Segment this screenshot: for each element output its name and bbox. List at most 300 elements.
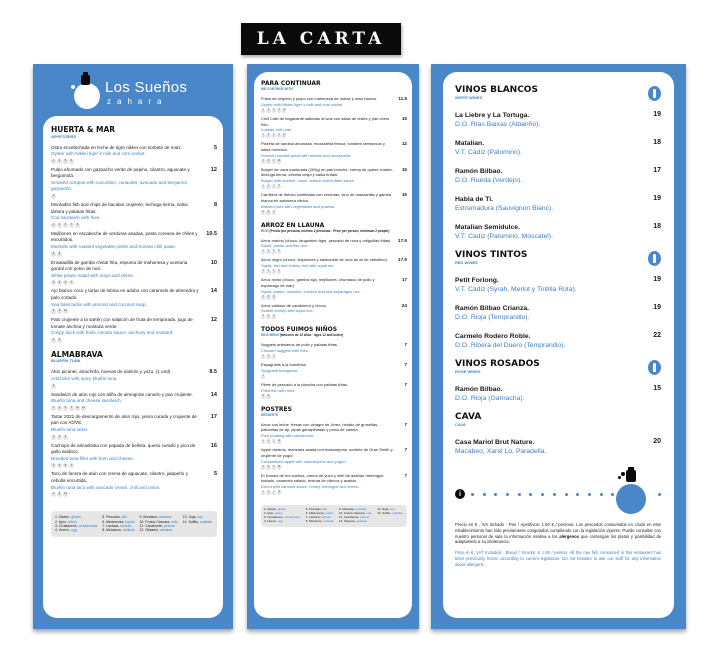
allergen-badge: 5 — [267, 295, 270, 298]
allergen-badge: 7 — [70, 280, 73, 284]
wine-origin: D.O. Rueda (Verdejo). — [455, 177, 523, 184]
allergen-badge: 3 — [58, 280, 61, 284]
section-title: VINOS BLANCOS — [455, 85, 538, 95]
dish-price: 12 — [401, 141, 407, 147]
menu-item — [261, 382, 407, 401]
wine-price: 17 — [653, 167, 661, 174]
allergen-badge: 1 — [262, 250, 264, 253]
allergen-badge: 13 — [283, 134, 286, 137]
allergen-badges — [51, 463, 199, 468]
dish-price: 11.5 — [398, 96, 407, 102]
allergen-legend-item: 8. Moluscos, mollusk — [102, 528, 135, 533]
allergen-legend-item: 7. Lactosa, lactose — [305, 514, 331, 519]
wine-origin: Extremadura (Sauvignon Blanc). — [455, 205, 554, 212]
allergen-badge: 3 — [58, 158, 61, 162]
allergen-badge: 5 — [64, 463, 67, 467]
wine-price: 19 — [653, 111, 661, 118]
section-subtitle: DESSERTS — [261, 412, 279, 417]
allergen-legend-item: 7. Lactosa, lactose — [102, 524, 132, 528]
allergen-badge: 9 — [76, 223, 79, 227]
dish-name-es: Burger de vaca madurada (200g) en pan brioche, crema de queso curado, lechuga tierna, cebolla crispi y salsa búfalo. — [261, 166, 393, 178]
menu-section — [51, 351, 217, 499]
wine-name: Petit Forlong. — [455, 277, 499, 284]
dish-name-es: Sandwich de atún rojo con aliño de almogrote canario y pan crujiente. — [51, 391, 193, 397]
allergen-badges — [51, 223, 199, 228]
menu-panel-wines — [431, 64, 686, 629]
menu-panel-starters — [33, 64, 233, 629]
dish-name-en: Bluefin tuna taco with avocado cream, chili and onion. — [51, 484, 161, 490]
dish-name-en: Donut with caramel sauce, honey, meringue and lemon. — [261, 483, 360, 489]
wine-section — [455, 251, 661, 350]
dish-name-es: Carrillera de ibérico confitadas con verduras, vino de manzanilla y gamba blanca en salmuera cítrica. — [261, 192, 392, 203]
menu-item — [261, 473, 407, 497]
dish-price: 17.5 — [398, 257, 407, 263]
allergen-badges — [51, 159, 199, 164]
allergen-badge: 8 — [278, 108, 280, 111]
wine-origin: Macabeo, Xarel Lo, Paradella. — [455, 448, 547, 455]
allergen-badge: 1 — [52, 492, 55, 496]
wine-name: Ramón Bilbao Crianza. — [455, 305, 530, 312]
allergen-badge: 9 — [267, 394, 270, 397]
wine-price: 20 — [653, 438, 661, 445]
wine-item — [455, 195, 661, 213]
wine-price: 22 — [653, 332, 661, 339]
dish-name-en: Squid, fish and shrimp rice with squid ink. — [261, 263, 335, 269]
allergen-badges — [51, 280, 199, 285]
allergen-badge: 9 — [58, 338, 61, 342]
allergen-legend-item: 6. Altramuces, lupins — [102, 519, 135, 524]
dish-price: 12 — [210, 317, 217, 324]
dish-name-es: Arroz con leche, fresas con vinagre de Jerez, helado de grosellas, palomitas de ají, pipas garrapiñadas y polvo de canela — [261, 421, 379, 433]
menu-item — [51, 471, 217, 499]
dish-name-es: Fritos de chipirón y pulpo con mahonesa de ostras y miso blanco. — [261, 96, 378, 102]
allergen-badges — [51, 338, 199, 343]
allergen-badge: 1 — [52, 406, 55, 410]
allergen-badge: 7 — [273, 159, 275, 162]
dish-name-es: Apple dreams, manzana asada con mascarpone, sorbete de Gran Smith y crujiente de yogur. — [261, 447, 393, 458]
dish-name-en: Squid, prawn, mussels, chicken and sea asparagus rice. — [261, 288, 361, 294]
allergen-legend-item: 10. Frutos Cáscara, nuts — [139, 519, 178, 524]
menu-item — [51, 145, 217, 166]
allergen-legend-item: 5. Pescado, fish — [305, 506, 328, 511]
menu-card — [443, 72, 674, 618]
allergen-badges — [261, 355, 393, 359]
wine-price: 19 — [653, 195, 661, 202]
dish-price: 8 — [213, 202, 217, 209]
dish-name-en: Lobster chili crab. — [261, 127, 293, 133]
dish-price: 16 — [401, 192, 407, 198]
wine-section — [455, 413, 661, 456]
dish-name-en: Caramelized apple with mascarpone and yogurt. — [261, 458, 347, 464]
section-subtitle: BLUEFIN TUNA — [51, 358, 81, 364]
allergen-badges — [51, 435, 199, 440]
dish-name-es: Arroz negro (choco, chipirones y salmonete de roca alí oli de cebollino). — [261, 257, 388, 263]
allergen-badges — [51, 194, 199, 199]
allergen-legend-item: 4. Huevo, egg — [264, 518, 283, 523]
section-subtitle: WE CONTINUE WITH — [261, 87, 293, 91]
allergen-badge: 5 — [64, 158, 67, 162]
dish-name-en: Mussels with roasted vegetable pickle and Korean chili paste. — [51, 244, 177, 250]
menu-item — [261, 257, 407, 276]
menu-item — [51, 167, 217, 201]
allergen-badge: 5 — [267, 315, 270, 318]
dish-name-es: Arroz caldoso de carabinero y choco. — [261, 302, 328, 308]
dish-price: 17 — [401, 277, 407, 283]
allergen-badge: 8 — [58, 309, 61, 313]
menu-item — [51, 392, 217, 413]
menu-item — [261, 277, 407, 301]
section-subtitle: WHITE WINES — [455, 95, 483, 100]
allergen-badge: 4 — [267, 355, 270, 358]
wine-origin: D.O. Rías Baixas (Albariño). — [455, 121, 541, 128]
info-icon: i — [455, 489, 465, 499]
wine-price: 19 — [653, 304, 661, 311]
dish-price: 5 — [213, 471, 217, 478]
dish-name-en: Scarlet shrimp and squid rice. — [261, 308, 314, 314]
allergen-badge: 5 — [58, 492, 61, 496]
dish-price: 10.5 — [206, 230, 217, 237]
allergen-badges — [51, 406, 199, 411]
logo-subtitle: zahara — [107, 97, 168, 106]
section-title: TODOS FUIMOS NIÑOS — [261, 326, 338, 334]
wine-list — [455, 86, 661, 466]
dish-price: 7 — [404, 362, 407, 368]
allergen-legend-item: 13. Soja, soy — [182, 515, 203, 520]
allergen-badges — [261, 134, 393, 138]
wine-origin: D.O. Ribera del Duero (Tempranillo). — [455, 342, 566, 349]
allergen-badges — [261, 270, 393, 274]
allergen-badge: 4 — [273, 134, 275, 137]
wine-name: Matalian Semidulce. — [455, 224, 520, 231]
dish-name-en: Breaded tuna fillet with ham and cheese. — [51, 455, 134, 461]
allergen-legend-item: 11. Cacahuete, peanut — [338, 514, 370, 519]
menu-item — [261, 141, 407, 165]
menu-section — [261, 407, 407, 497]
dish-name-es: Mejillones en escabeche de verduras asadas, pasta coreana de chiles y encurtidos. — [51, 230, 198, 243]
dish-price: 12 — [210, 166, 217, 173]
wine-name: Ramón Bilbao. — [455, 168, 503, 175]
logo-ball-icon — [74, 83, 100, 109]
wine-price: 19 — [653, 276, 661, 283]
allergen-badge: 3 — [267, 210, 270, 213]
wine-item — [455, 223, 661, 241]
allergen-badge: 3 — [262, 315, 264, 318]
allergen-badge: 1 — [262, 440, 264, 443]
section-subtitle: KIDS MENU (Menores de 12 años · ages 12 and under) — [261, 333, 344, 338]
allergen-badge: 7 — [273, 355, 275, 358]
allergen-badges — [51, 492, 199, 497]
dish-name-en: Bluefin tuna and cheese sandwich. — [51, 398, 122, 404]
wine-name: La Liebre y La Tortuga. — [455, 112, 530, 119]
allergen-legend-item: 9. Mostaza, mustard — [338, 506, 367, 511]
allergen-badge: 1 — [262, 355, 264, 358]
dish-name-es: Nuggets artesanos de pollo y patatas fritas. — [261, 342, 338, 348]
dish-name-es: Ensaladilla de gamba cristal frita, espuma de mahonesa y aceituna gordal con polvo de nori. — [51, 259, 188, 272]
mascot-dot-icon — [618, 476, 621, 479]
allergen-badge: 7 — [273, 440, 275, 443]
allergen-legend-item: 4. Huevo, egg — [55, 528, 77, 533]
allergen-badge: 1 — [52, 223, 55, 227]
allergen-badge: 10 — [283, 108, 286, 111]
menu-item — [51, 231, 217, 259]
allergen-badges — [261, 109, 393, 113]
menu-section — [261, 327, 407, 400]
allergen-badges — [51, 384, 199, 389]
section-title: VINOS TINTOS — [455, 250, 528, 260]
allergen-badges — [51, 252, 199, 257]
dish-price: 7 — [404, 421, 407, 427]
dish-price: 8.5 — [209, 369, 217, 376]
dish-price: 14 — [210, 391, 217, 398]
allergen-badge: 14 — [82, 406, 85, 410]
dish-price: 16 — [210, 442, 217, 449]
allergen-badge: 9 — [52, 194, 55, 198]
allergen-badge: 4 — [58, 463, 61, 467]
allergen-badges — [261, 394, 393, 398]
allergen-badges — [261, 465, 393, 469]
menu-item — [51, 414, 217, 442]
section-subtitle: CAVA — [455, 422, 466, 427]
allergen-badge: 4 — [267, 185, 270, 188]
allergen-legend-item: 8. Moluscos, mollusk — [305, 518, 334, 523]
dish-price: 10 — [210, 259, 217, 266]
allergen-legend-item: 2. Apio, celery — [55, 519, 78, 524]
allergen-legend-item: 12. Sésamo, sesame — [139, 528, 173, 533]
wine-item — [455, 167, 661, 185]
menu-item — [261, 303, 407, 322]
allergen-badge: 4 — [58, 223, 61, 227]
allergen-badge: 5 — [64, 434, 67, 438]
section-title: ALMABRAVA — [51, 349, 103, 359]
section-subtitle: APPETIZERS — [51, 133, 77, 139]
wine-name: Carmelo Rodero Roble. — [455, 333, 531, 340]
dish-name-en: Smoked sardine pizza with tomato and mozzarella. — [261, 152, 352, 158]
wine-origin: D.O. Rioja (Garnacha). — [455, 395, 525, 402]
allergen-badge: 6 — [70, 158, 73, 162]
menu-card — [43, 116, 223, 618]
allergen-badge: 5 — [273, 270, 275, 273]
allergen-badge: 7 — [70, 223, 73, 227]
dish-price: 5 — [213, 144, 217, 151]
menu-footer — [455, 480, 661, 568]
section-subtitle: ROSE WINES — [455, 369, 481, 374]
allergen-badges — [261, 185, 393, 189]
wine-item — [455, 438, 661, 456]
menu-item — [261, 447, 407, 471]
wine-section — [455, 86, 661, 241]
dish-price: 7 — [404, 381, 407, 387]
dish-name-en: Burger with cheese, onion, lettuce and buffalo sauce. — [261, 178, 355, 184]
allergen-badge: 8 — [273, 315, 275, 318]
allergen-badge: 8 — [52, 251, 55, 255]
dish-name-es: Ostra encebichada en leche de tigre nikkei con sorbete de maíz. — [51, 144, 182, 150]
decorative-dots-row — [455, 480, 661, 508]
allergen-legend-item: 3. Crustáceos, crustaceans — [55, 524, 98, 528]
allergen-badge: 7 — [70, 406, 73, 410]
allergen-legend-item: 10. Frutos Cáscara, nuts — [338, 510, 372, 515]
allergen-legend-item: 13. Soja, soy — [377, 506, 395, 511]
dish-name-en: Oyster with Nikkei tiger´s milk and corn sorbet. — [261, 101, 344, 107]
allergen-legend-item: 5. Pescado, fish — [102, 515, 128, 520]
menu-item — [261, 116, 407, 140]
allergen-badge: 12 — [76, 406, 79, 410]
dish-name-en: Cod sandwich with fries. — [51, 215, 101, 221]
menu-content — [261, 81, 407, 527]
wine-price: 18 — [653, 223, 661, 230]
allergen-badge: 4 — [64, 280, 67, 284]
allergen-badge: 3 — [267, 250, 270, 253]
allergen-legend-item: 1. Gluten, gluten — [55, 515, 81, 520]
mascot-hat-icon — [626, 470, 636, 482]
allergen-badge: 10 — [277, 440, 281, 443]
dish-name-es: Filete de pescado a la plancha con patatas fritas. — [261, 381, 348, 387]
allergen-legend-item: 3. Crustáceos, crustaceans — [264, 514, 301, 519]
dish-name-en: Chicken nuggets with fries. — [261, 348, 309, 354]
allergen-legend-item: 2. Apio, celery — [264, 510, 283, 515]
allergen-badge: 5 — [52, 309, 55, 313]
logo-dot-icon — [71, 85, 75, 89]
allergen-legend-item: 11. Cacahuete, peanut — [139, 524, 175, 528]
wine-origin: V.T. Cádiz (Syrah, Merlot y Tintilla Rota). — [455, 286, 577, 293]
dish-name-en: Artichoke with spicy bluefin tuna. — [51, 376, 118, 382]
dish-name-es: Arroz marino (choco, langostino tigre, pescado de roca y ortiguillas fritas). — [261, 237, 392, 243]
footer-note-es: Precio en € , IVA Incluido · Pan / Aperitivos: 1.50 € / persona. Los pescados consumidos en crudo en este establecimiento han sido previamente congelados cumpliendo con la legislación vigente. Puede consultar con nuestro personal de sala la información relativa a los alérgenos que contengan los platos y posibilidad de adaptarselo a su intolerancia. — [455, 522, 661, 545]
allergen-badge: 4 — [267, 270, 270, 273]
allergen-legend-item: 9. Mostaza, mustard — [139, 515, 172, 520]
allergen-badge: 8 — [278, 134, 280, 137]
allergen-badge: 1 — [262, 210, 264, 213]
allergen-badge: 8 — [278, 270, 280, 273]
dish-name-en: Bluefin tuna tartar. — [51, 427, 89, 433]
bottle-icon — [648, 86, 661, 101]
menu-item — [51, 317, 217, 345]
allergen-badges — [261, 375, 393, 379]
dish-name-en: White prawn salad with mayo and olives. — [51, 272, 134, 278]
wine-item — [455, 332, 661, 350]
menu-section — [51, 126, 217, 345]
section-subtitle: RED WINES — [455, 260, 478, 265]
allergen-legend — [51, 511, 217, 537]
allergen-badge: 1 — [262, 134, 264, 137]
dish-name-en: Rice pudding with strawberrie. — [261, 433, 315, 439]
allergen-badge: 1 — [262, 108, 264, 111]
dish-price: 15 — [401, 115, 407, 121]
allergen-badge: 1 — [52, 280, 55, 284]
allergen-badge: 1 — [262, 159, 264, 162]
dish-name-en: Spaghetti bolognese. — [261, 367, 299, 373]
allergen-badges — [261, 250, 393, 254]
menu-item — [51, 288, 217, 316]
dish-price: 17.5 — [398, 237, 407, 243]
dish-name-es: Arroz mixto (choco, gamba roja, mejillones, churrasco de pollo y espárrago de mar). — [261, 277, 375, 288]
allergen-badge: 4 — [52, 338, 55, 342]
menu-item — [51, 369, 217, 390]
allergen-badge: 1 — [262, 465, 264, 468]
allergen-badge: 5 — [64, 223, 67, 227]
wine-price: 18 — [653, 139, 661, 146]
dish-price: 14 — [210, 288, 217, 295]
allergen-badges — [261, 210, 393, 214]
dish-name-es: Tartar 2021 de descargamento de atún rojo, yema curada y crujiente de pan con AOVE. — [51, 413, 197, 426]
mascot-ball-icon — [616, 484, 646, 514]
menu-item — [261, 192, 407, 216]
allergen-legend-item: 1. Gluten, gluten — [264, 506, 287, 511]
dish-price: 7 — [404, 472, 407, 478]
dish-name-es: Pulpo ahumado con gazpacho verde de pepino, cilantro, aguacate y bergamota. — [51, 166, 190, 179]
allergen-badge: 3 — [262, 295, 264, 298]
allergen-badge: 3 — [262, 270, 264, 273]
allergen-badges — [261, 491, 393, 495]
allergen-badge: 3 — [267, 134, 270, 137]
menu-item — [261, 238, 407, 257]
section-title: ARROZ EN LLAUNA — [261, 221, 325, 229]
allergen-badges — [261, 295, 393, 299]
wine-origin: V.T. Cádiz (Palomino). — [455, 149, 522, 156]
allergen-badge: 7 — [273, 210, 275, 213]
dish-name-es: Pato crujiente a la sartén con salpicón de fruta de temporada, jugo de tomate anchoa y mostaza verde. — [51, 317, 193, 329]
wine-item — [455, 139, 661, 157]
allergen-legend-item: 12. Sésamo, sesame — [338, 518, 368, 523]
menu-item — [261, 422, 407, 446]
section-subtitle: RICE (Precio por persona, mínimo 2 personas · Price per person, minimum 2 people) — [261, 228, 390, 233]
allergen-badge: 7 — [273, 185, 275, 188]
allergen-badge: 4 — [58, 434, 61, 438]
allergen-badge: 7 — [273, 490, 275, 493]
wine-name: Habla de Ti. — [455, 196, 494, 203]
dish-price: 15 — [401, 166, 407, 172]
allergen-badge: 5 — [273, 108, 275, 111]
dish-price: 17 — [210, 413, 217, 420]
allergen-badges — [261, 440, 393, 444]
dish-name-es: Chili Crab de bogavante salteado al wok con salsa de chiles y pan chino frito. — [261, 115, 390, 127]
wine-name: Ramón Bilbao. — [455, 386, 503, 393]
footer-note-en: Price in €, VAT Included · Bread / Snacks: € 1.50 / person. All the raw fish consumed in this restaurant has been previously frozen according to current legislation. Do not hesitate to ask our staff for any information about allergens. — [455, 550, 661, 567]
allergen-badge: 8 — [273, 295, 275, 298]
dish-name-en: Sea bass tartar with almond and coconut soup. — [51, 301, 147, 307]
wine-origin: V.T. Cádiz (Palomino, Moscatel). — [455, 233, 553, 240]
dish-name-en: Squid, prawn and fish rice. — [261, 243, 309, 249]
dish-price: 7 — [404, 342, 407, 348]
allergen-legend — [261, 505, 407, 527]
allergen-badge: 1 — [262, 185, 264, 188]
dish-name-en: Smoked octopus with cucumber, coriander, avocado and bergamot gazpacho. — [51, 179, 187, 192]
menu-panel-mains — [247, 64, 419, 629]
allergen-badge: 5 — [267, 159, 270, 162]
allergen-badge: 4 — [58, 406, 61, 410]
allergen-badge: 1 — [262, 490, 264, 493]
allergen-badge: 14 — [64, 492, 67, 496]
menu-item — [51, 443, 217, 471]
allergen-badge: 4 — [52, 383, 55, 387]
allergen-badge: 7 — [273, 465, 275, 468]
wine-origin: D.O. Rioja (Tempranillo). — [455, 314, 530, 321]
section-title: PARA CONTINUAR — [261, 80, 321, 87]
dish-name-en: Fried fish with fries. — [261, 387, 296, 393]
allergen-badge: 5 — [64, 406, 67, 410]
allergen-badge: 4 — [267, 440, 270, 443]
menu-content — [51, 126, 217, 537]
allergen-badge: 9 — [278, 185, 280, 188]
section-title: VINOS ROSADOS — [455, 359, 540, 369]
menu-item — [261, 167, 407, 191]
dish-name-es: Ajo blanco coco y tartar de lubina en adobo con caramelo de almendra y palo cortado. — [51, 288, 199, 300]
menu-section — [261, 81, 407, 217]
allergen-badge: 10 — [277, 465, 281, 468]
menu-section — [261, 223, 407, 322]
allergen-badge: 1 — [262, 374, 264, 377]
wine-item — [455, 111, 661, 129]
section-title: CAVA — [455, 412, 482, 422]
